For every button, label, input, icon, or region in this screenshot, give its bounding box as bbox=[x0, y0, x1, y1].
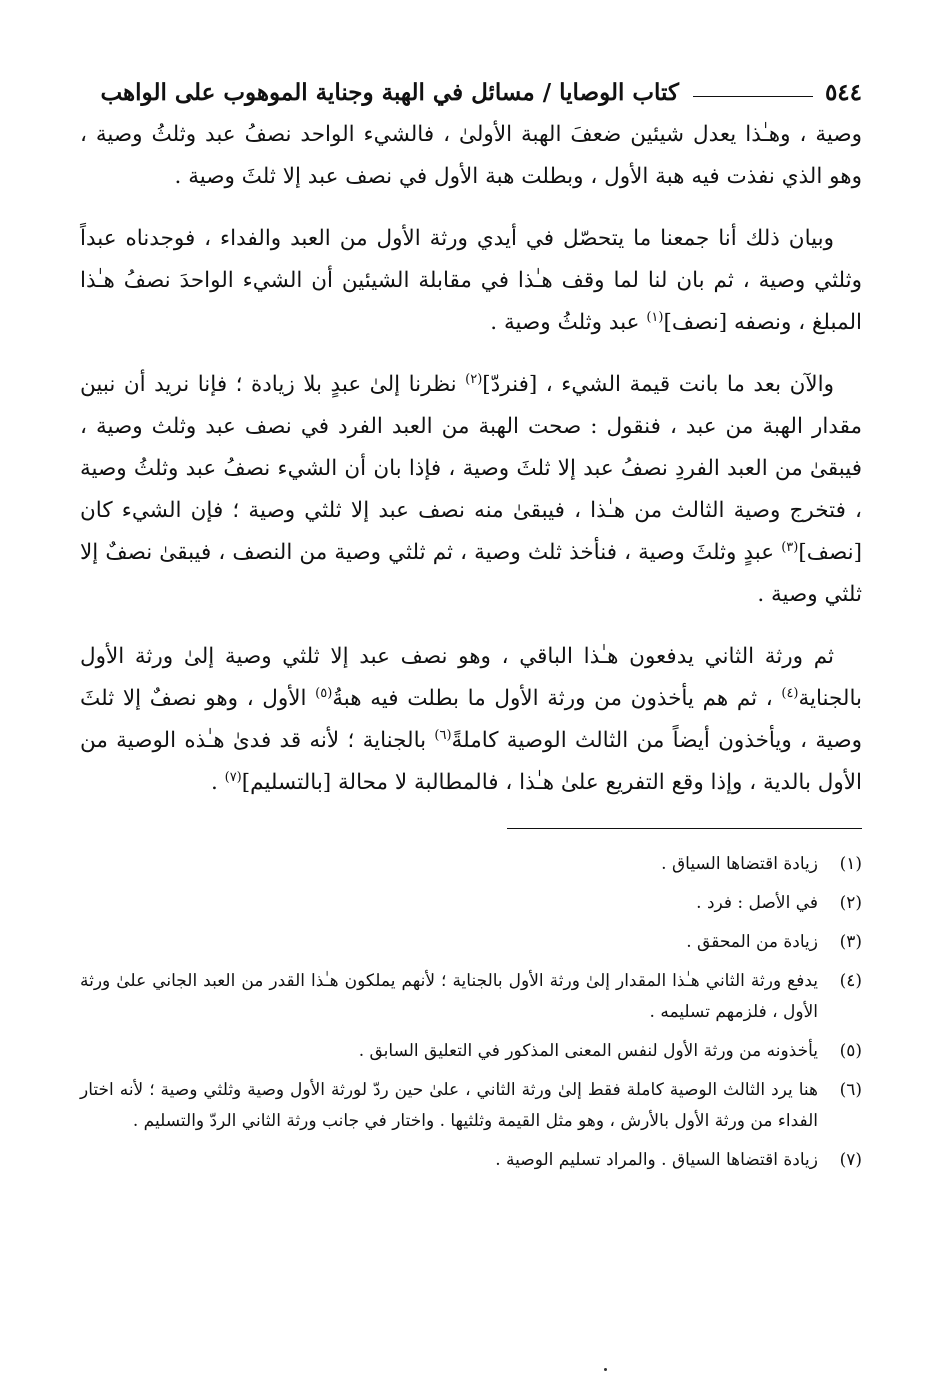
paragraph-4-text-c: الأول ، وهو نصفٌ إلا ثلثَ وصية ، ويأخذون أيضاً من الثالث الوصية كاملةً bbox=[80, 686, 862, 753]
paragraph-3-text-a: والآن بعد ما بانت قيمة الشيء ، [فنردّ] bbox=[482, 372, 834, 397]
paragraph-4-text-a: ثم ورثة الثاني يدفعون هـٰذا الباقي ، وهو نصف عبد إلا ثلثي وصية إلىٰ ورثة الأول بالجناية bbox=[80, 644, 863, 711]
footnote-number: (٥) bbox=[839, 1041, 862, 1061]
footnote-ref-1[interactable]: (١) bbox=[646, 309, 664, 325]
paragraph-4-text-e: . bbox=[210, 770, 225, 795]
page-number: ٥٤٤ bbox=[824, 78, 862, 106]
footnote-separator bbox=[507, 828, 862, 829]
paragraph-3 bbox=[80, 364, 862, 616]
footnote-item bbox=[80, 1036, 862, 1067]
footnote-ref-7[interactable]: (٧) bbox=[224, 769, 242, 785]
footnote-ref-3[interactable]: (٣) bbox=[781, 539, 799, 555]
paragraph-4-text-b: ، ثم هم يأخذون من ورثة الأول ما بطلت فيه هبةُ bbox=[332, 686, 782, 711]
footnote-number: (٦) bbox=[839, 1080, 862, 1100]
footnote-text: زيادة اقتضاها السياق . والمراد تسليم الوصية . bbox=[495, 1150, 818, 1170]
paragraph-2-text-a: وبيان ذلك أنا جمعنا ما يتحصّل في أيدي ورثة الأول من العبد والفداء ، فوجدناه عبداً وثلثي وصية ، ثم بان لنا لما وقف هـٰذا في مقابلة الشيئين أن الشيء الواحدَ نصفُ هـٰذا المبلغ ، ونصفه [نصف] bbox=[80, 226, 862, 335]
running-title: كتاب الوصايا / مسائل في الهبة وجناية الموهوب على الواهب bbox=[100, 78, 679, 106]
footnote-number: (٧) bbox=[839, 1150, 862, 1170]
paragraph-4-text-d: بالجناية ؛ لأنه قد فدىٰ هـٰذه الوصية من الأول بالدية ، وإذا وقع التفريع علىٰ هـٰذا ، فالمطالبة لا محالة [بالتسليم] bbox=[80, 728, 862, 795]
paragraph-4 bbox=[80, 636, 862, 804]
footnote-number: (٣) bbox=[839, 932, 862, 952]
paragraph-gap bbox=[80, 198, 862, 218]
paragraph-gap bbox=[80, 616, 862, 636]
paragraph-3-text-c: عبدٍ وثلثَ وصية ، فنأخذ ثلث وصية ، ثم ثلثي وصية من النصف ، فيبقىٰ نصفٌ إلا ثلثي وصية . bbox=[80, 540, 862, 607]
footnote-item bbox=[80, 1075, 862, 1137]
footnote-text: زيادة من المحقق . bbox=[686, 932, 818, 952]
main-text bbox=[80, 114, 862, 804]
footnote-text: زيادة اقتضاها السياق . bbox=[661, 854, 818, 874]
book-page bbox=[80, 70, 862, 1184]
footnote-text: هنا يرد الثالث الوصية كاملة فقط إلىٰ ورثة الثاني ، علىٰ حين ردّ لورثة الأول وصية وثلثي وصية ؛ لأنه اختار الفداء من ورثة الأول بالأرش ، وهو مثل القيمة وثلثيها . واختار في جانب ورثة الثاني الردّ والتسليم . bbox=[80, 1080, 818, 1131]
footnote-number: (١) bbox=[839, 854, 862, 874]
footnote-number: (٢) bbox=[839, 893, 862, 913]
paragraph-2-text-b: عبد وثلثُ وصية . bbox=[490, 310, 647, 335]
footnote-item bbox=[80, 927, 862, 958]
footnote-item bbox=[80, 888, 862, 919]
footnote-item bbox=[80, 849, 862, 880]
paragraph-gap bbox=[80, 344, 862, 364]
scan-speck bbox=[604, 1368, 607, 1371]
footnote-text: في الأصل : فرد . bbox=[696, 893, 818, 913]
footnote-text: يدفع ورثة الثاني هـٰذا المقدار إلىٰ ورثة الأول بالجناية ؛ لأنهم يملكون هـٰذا القدر من العبد الجاني علىٰ ورثة الأول ، فلزمهم تسليمه . bbox=[80, 971, 818, 1022]
footnote-text: يأخذونه من ورثة الأول لنفس المعنى المذكور في التعليق السابق . bbox=[358, 1041, 818, 1061]
footnote-ref-6[interactable]: (٦) bbox=[434, 727, 452, 743]
paragraph-1: وصية ، وهـٰذا يعدل شيئين ضعفَ الهبة الأولىٰ ، فالشيء الواحد نصفُ عبد وثلثُ وصية ، وهو الذي نفذت فيه هبة الأول ، وبطلت هبة الأول في نصف عبد إلا ثلثَ وصية . bbox=[80, 122, 862, 189]
paragraph-2 bbox=[80, 218, 862, 344]
footnote-item bbox=[80, 1145, 862, 1176]
footnote-ref-4[interactable]: (٤) bbox=[781, 685, 799, 701]
footnote-ref-2[interactable]: (٢) bbox=[465, 371, 483, 387]
running-header bbox=[80, 70, 862, 114]
header-rule bbox=[693, 96, 813, 97]
paragraph-3-text-b: نظرنا إلىٰ عبدٍ بلا زيادة ؛ فإنا نريد أن نبين مقدار الهبة من عبد ، فنقول : صحت الهبة من العبد الفرد في نصف عبد وثلث وصية ، فيبقىٰ من العبد الفردِ نصفُ عبد إلا ثلثَ وصية ، فإذا بان أن الشيء نصفُ عبد وثلثُ وصية ، فتخرج وصية الثالث من هـٰذا ، فيبقىٰ منه نصف عبد إلا ثلثي وصية ؛ فإن الشيء كان [نصف] bbox=[80, 372, 862, 565]
footnote-item bbox=[80, 966, 862, 1028]
footnote-number: (٤) bbox=[839, 971, 862, 991]
footnotes bbox=[80, 849, 862, 1176]
footnote-ref-5[interactable]: (٥) bbox=[315, 685, 333, 701]
